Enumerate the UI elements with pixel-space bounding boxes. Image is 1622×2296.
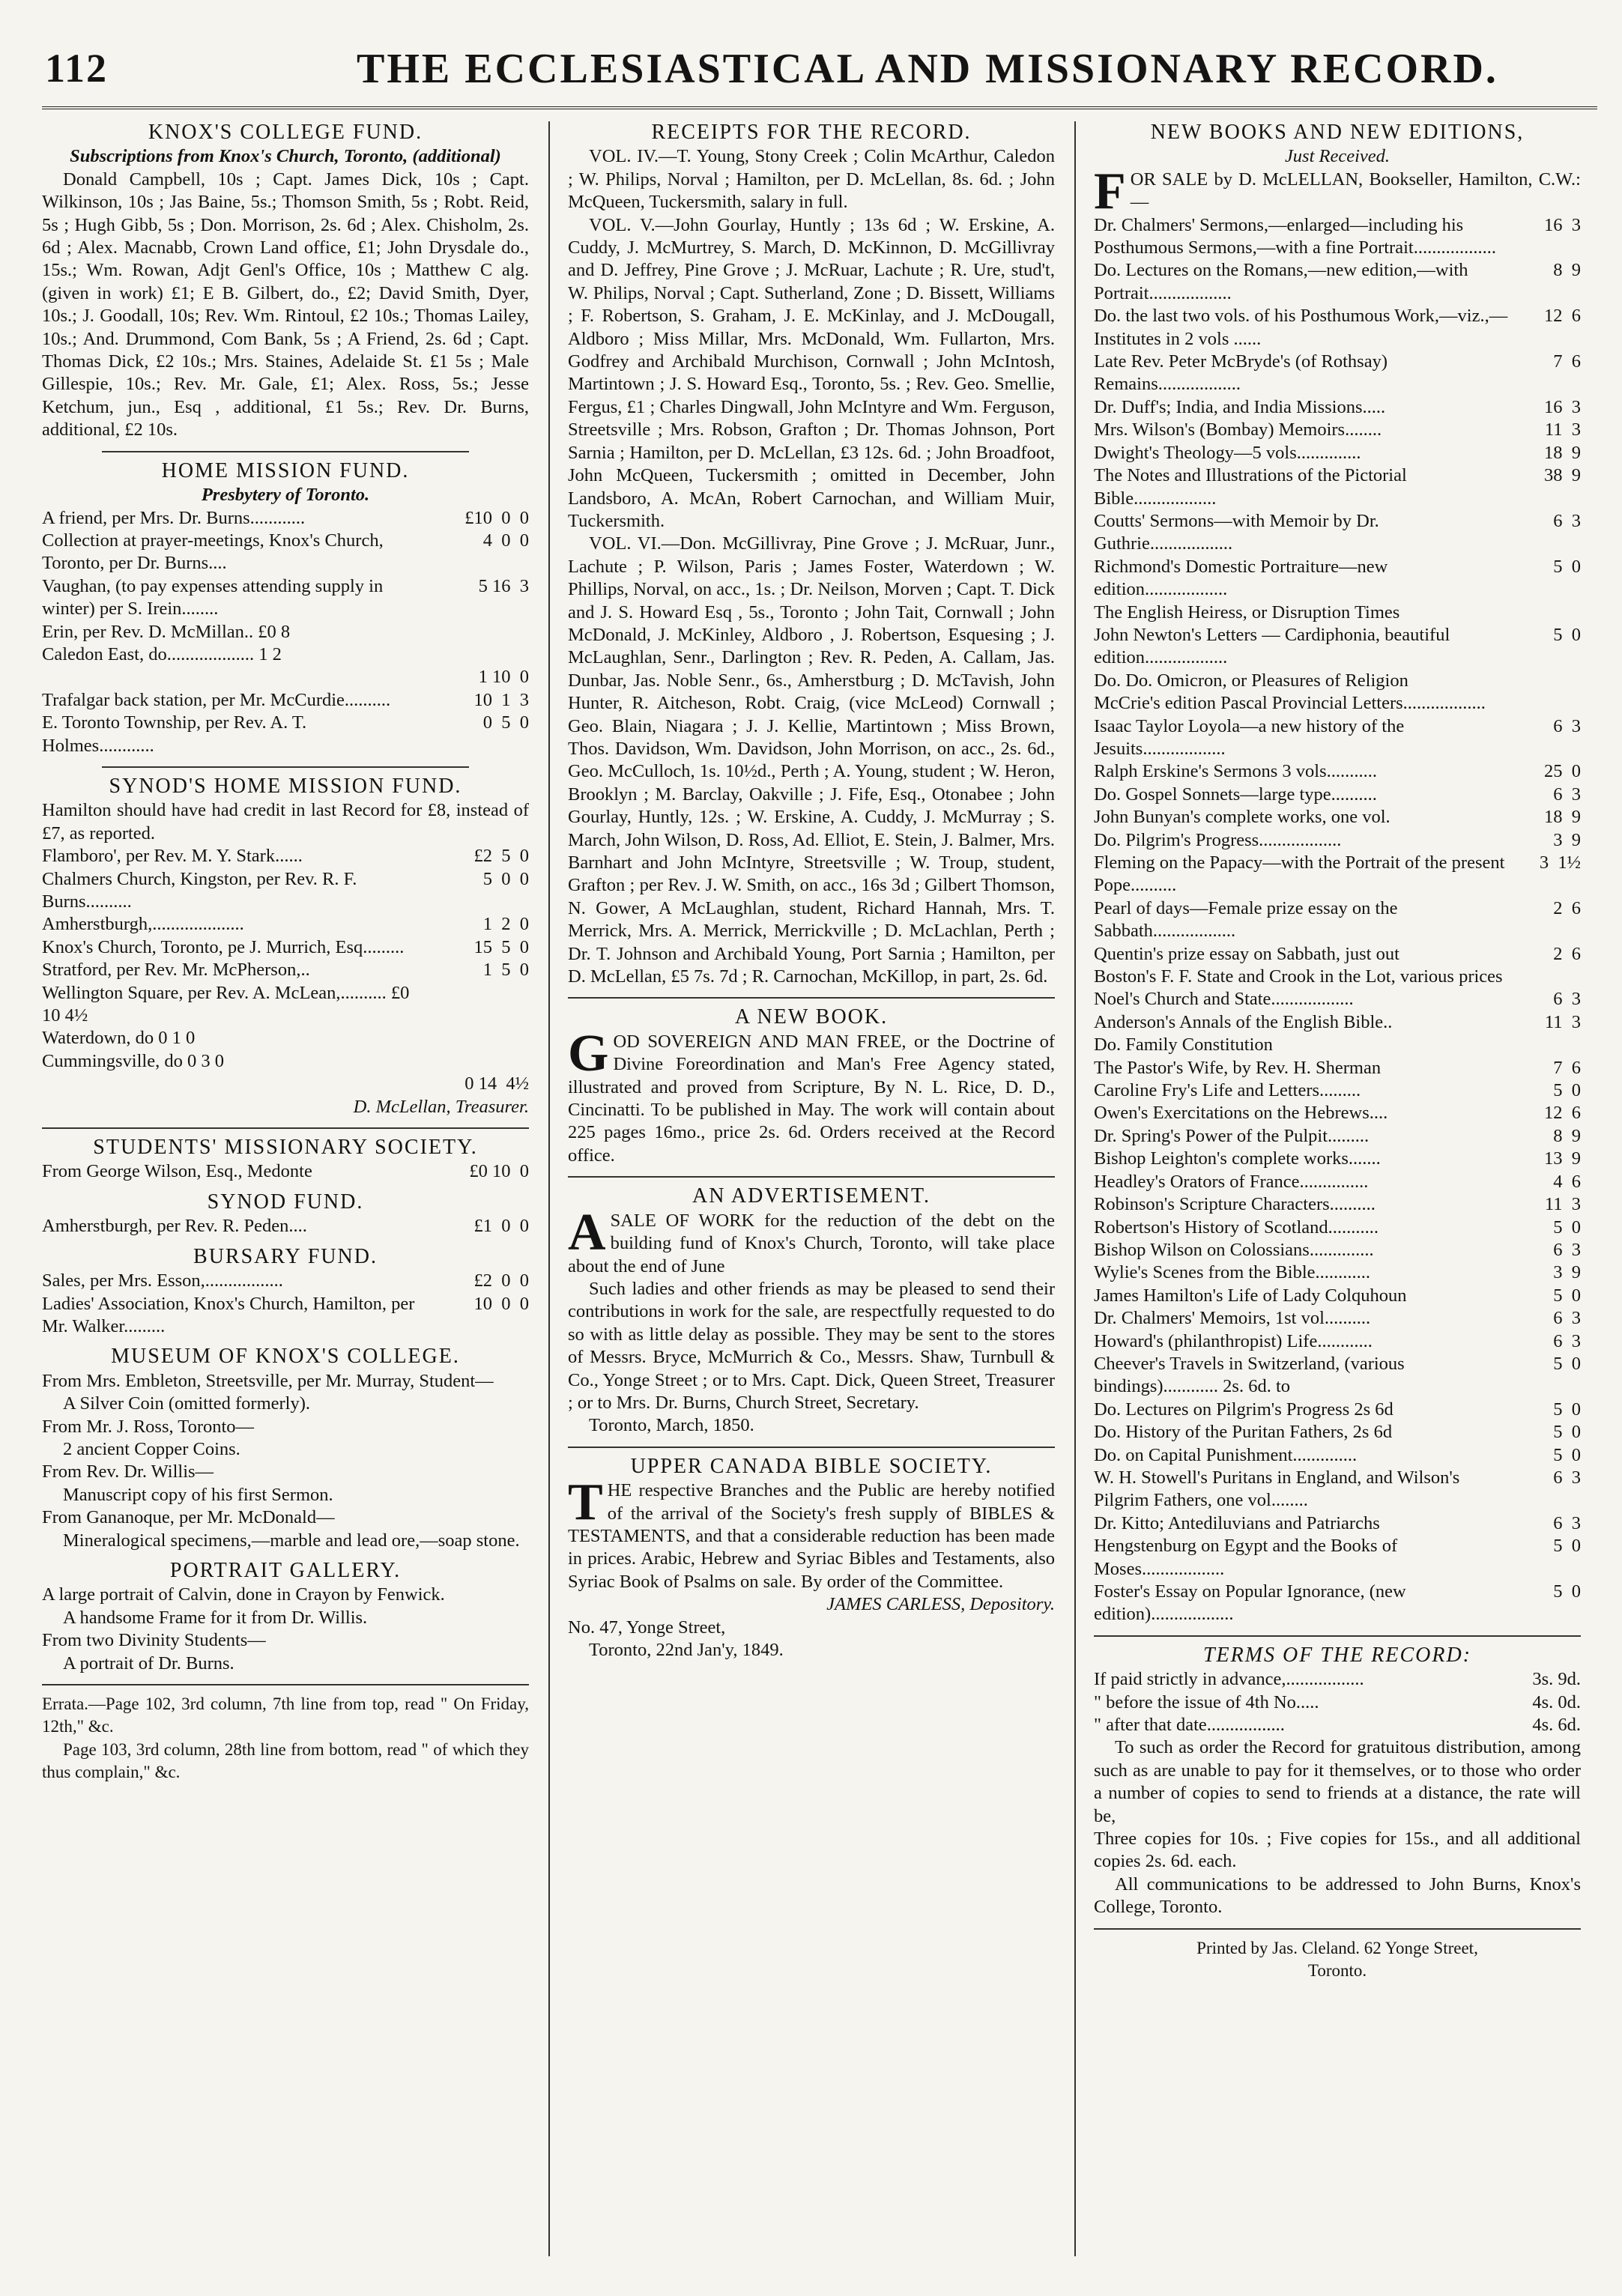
row-label: Wellington Square, per Rev. A. McLean,.......... £0 10 4½ (42, 982, 410, 1026)
row-amount: 11 3 (1544, 1011, 1581, 1032)
ledger-row (1094, 966, 1581, 988)
text-line: From Gananoque, per Mr. McDonald— (42, 1507, 335, 1528)
column-divider-1 (548, 121, 550, 2256)
receipts-vol-v: VOL. V.—John Gourlay, Huntly ; 13s 6d ; W. Erskine, A. Cuddy, J. McMurtrey, S. March, D. McKinnon, D. McGillivray and D. Jeffrey, Pine Grove ; J. McRuar, Lachute ; R. Ure, stud't, W. Philips, Norval ; Capt. Sutherland, Zone ; D. Bissett, Williams ; F. Robertson, S. Graham, J. E. McKinlay, and J. McDougall, Aldboro ; Miss Millar, Mrs. McDonald, Wm. Fullarton, Mrs. Godfrey and Archibald Murchison, Cornwall ; John McIntosh, Martintown ; J. S. Howard Esq., Toronto, 5s. ; Rev. Geo. Smellie, Fergus, £1 ; Charles Dingwall, John McIntyre and Wm. Ferguson, Streetsville ; Mrs. Robson, Grafton ; Dr. Thomas Johnson, Port Sarnia ; Hamilton, per D. McLellan, £3 12s. 6d. ; John Broadfoot, John McQueen, Tuckersmith ; omitted in December, John Landsboro, A. McAn, Robert Carnochan, and William Muir, Tuckersmith. (568, 214, 1055, 531)
row-label: Sales, per Mrs. Esson,................. (42, 1270, 283, 1291)
row-label: Erin, per Rev. D. McMillan.. £0 8 (42, 621, 291, 642)
portrait-lines (42, 1584, 529, 1675)
row-amount: 5 0 (1553, 1217, 1581, 1238)
row-amount: 16 3 (1544, 214, 1581, 235)
row-label: Cheever's Travels in Switzerland, (various bindings)............ 2s. 6d. to (1094, 1353, 1405, 1397)
section-divider (102, 766, 469, 768)
ledger-row (1094, 1171, 1581, 1193)
row-amount: 5 16 3 (478, 575, 529, 596)
ledger-row (42, 1270, 529, 1292)
ledger-row (1094, 510, 1581, 556)
new-book-title: A NEW BOOK. (734, 1005, 889, 1029)
terms-para-3: All communications to be addressed to John Burns, Knox's College, Toronto. (1094, 1874, 1581, 1918)
row-label: Robertson's History of Scotland........... (1094, 1217, 1379, 1238)
ledger-row (1094, 1057, 1581, 1079)
ledger-row (1094, 1102, 1581, 1124)
text-line: A large portrait of Calvin, done in Crayon by Fenwick. (42, 1584, 445, 1605)
ledger-row (1094, 1193, 1581, 1216)
row-label: Do. Lectures on the Romans,—new edition,—with Portrait.................. (1094, 260, 1468, 303)
new-books-title: NEW BOOKS AND NEW EDITIONS, (1150, 121, 1525, 144)
row-amount: 1 10 0 (478, 667, 529, 688)
row-label: Ladies' Association, Knox's Church, Hamilton, per Mr. Walker......... (42, 1293, 415, 1336)
row-amount: 12 6 (1544, 1103, 1581, 1124)
row-label: Hengstenburg on Egypt and the Books of Moses.................. (1094, 1536, 1398, 1579)
terms-para-1: To such as order the Record for gratuitous distribution, among such as are unable to pay for it themselves, or to those who order a number of copies to send to friends at a distance, the rate will be, (1094, 1737, 1581, 1826)
synod-fund-title: SYNOD FUND. (207, 1190, 364, 1214)
ledger-row (42, 936, 529, 959)
students-title: STUDENTS' MISSIONARY SOCIETY. (93, 1136, 478, 1160)
text-line: Errata.—Page 102, 3rd column, 7th line from top, read " On Friday, 12th," &c. (42, 1694, 529, 1736)
row-amount: 18 9 (1544, 807, 1581, 828)
ledger-row (1094, 1668, 1581, 1691)
column-left (42, 121, 529, 2264)
row-amount: 6 3 (1553, 1512, 1581, 1533)
portrait-title: PORTRAIT GALLERY. (169, 1558, 402, 1582)
row-amount: £10 0 0 (464, 507, 529, 528)
row-amount: 5 0 (1553, 1444, 1581, 1465)
ledger-row (1094, 1125, 1581, 1148)
text-line: A Silver Coin (omitted formerly). (63, 1393, 311, 1414)
row-amount: 5 0 (1553, 1399, 1581, 1420)
row-label: Foster's Essay on Popular Ignorance, (new edition).................. (1094, 1581, 1406, 1625)
receipts-vol-vi: VOL. VI.—Don. McGillivray, Pine Grove ; J. McRuar, Junr., Lachute ; P. Wilson, Paris ; James Foster, Waterdown ; W. Phillips, Norval, on acc., 1s. ; Dr. Neilson, Morven ; Capt. T. Dick and J. S. Howard Esq , 5s., Toronto ; John Tait, Cornwall ; John McDonald, J. McKinley, Aldboro , J. Robertson, Esquesing ; J. McLaughlan, Senr., Darlington ; Rev. R. Peden, A. Callam, Jas. Dunbar, Jas. Noble Senr., 6s., Amherstburg ; D. McTavish, John Hunter, R. Aitcheson, Robt. Craig, (vice McLeod) Cornwall ; Geo. Blain, Niagara ; J. J. Kellie, Martintown ; Miss Brown, Thos. Davidson, Wm. Davidson, John Morrison, on acc., 2s. 6d., Geo. McCulloch, 1s. 10½d., Perth ; A. Young, student ; W. Heron, Brooklyn ; M. Barclay, Oakville ; J. Fife, Esq., Otonabee ; John Gourlay, Huntly, 12s. ; W. Erskine, A. Cuddy, J. McMurray ; S. March, John Wilson, D. Ross, Ad. Elliot, E. Stein, J. Balmer, Mrs. Barnhart and John McIntyre, Streetsville ; W. Troup, student, Grafton ; per Rev. J. W. Smith, on acc., 16s 3d ; Gilbert Thomson, N. Gower, A McLaughlan, student, Richard Hannah, Mrs. T. Merrick, Mrs. A. Merrick, Merrickville ; D. McLachlan, Perth ; Dr. T. Johnson and Archibald Young, Port Sarnia ; Hamilton, per D. McLellan, £5 7s. 7d ; R. Carnochan, McKillop, in part, 2s. 6d. (568, 533, 1055, 987)
text-line: 2 ancient Copper Coins. (63, 1438, 240, 1459)
synod-home-title: SYNOD'S HOME MISSION FUND. (109, 774, 462, 798)
ledger-row (42, 959, 529, 981)
row-label: W. H. Stowell's Puritans in England, and Wilson's Pilgrim Fathers, one vol........ (1094, 1467, 1460, 1511)
row-label: Knox's Church, Toronto, pe J. Murrich, Esq......... (42, 936, 405, 957)
ledger-row (1094, 1467, 1581, 1512)
ledger-row (1094, 1261, 1581, 1284)
row-amount: 6 3 (1553, 989, 1581, 1010)
row-amount: 7 6 (1553, 1057, 1581, 1078)
text-line: From Mrs. Embleton, Streetsville, per Mr. Murray, Student— (42, 1370, 494, 1391)
row-label: Do. Pilgrim's Progress.................. (1094, 829, 1342, 850)
ledger-row (42, 1027, 529, 1049)
row-label: John Bunyan's complete works, one vol. (1094, 807, 1390, 828)
row-amount: 5 0 (1553, 1422, 1581, 1443)
new-books-intro (1094, 162, 1581, 220)
row-amount: 4 0 0 (482, 530, 529, 551)
ledger-row (1094, 305, 1581, 351)
ledger-row (1094, 1148, 1581, 1170)
ledger-row (1094, 1691, 1581, 1714)
home-mission-title: HOME MISSION FUND. (161, 458, 410, 482)
receipts-vol-iv: VOL. IV.—T. Young, Stony Creek ; Colin McArthur, Caledon ; W. Philips, Norval ; Hamilton, per D. McLellan, 8s. 6d. ; John McQueen, Tuckersmith, salary in full. (568, 146, 1055, 213)
ledger-row (1094, 556, 1581, 602)
row-amount: 3 1½ (1539, 852, 1581, 873)
row-label: Amherstburgh,.................... (42, 914, 244, 935)
new-book-text: OD SOVEREIGN AND MAN FREE, or the Doctrine of Divine Foreordination and Man's Free Agency stated, illustrated and proved from Scripture, By N. L. Rice, D. D., Cincinatti. To be published in May. The work will contain about 225 pages 16mo., price 2s. 6d. Orders received at the Record office. (568, 1031, 1055, 1166)
row-amount: 5 0 (1553, 556, 1581, 577)
terms-title: TERMS OF THE RECORD: (1202, 1643, 1472, 1667)
row-amount: 3 9 (1553, 829, 1581, 850)
row-amount: 6 3 (1553, 1330, 1581, 1351)
section-divider (1094, 1928, 1581, 1930)
section-divider (42, 1127, 529, 1129)
row-label: McCrie's edition Pascal Provincial Letters.................. (1094, 693, 1486, 714)
row-amount: 8 9 (1553, 260, 1581, 281)
new-book-body (568, 1024, 1055, 1167)
treasurer-signature: D. McLellan, Treasurer. (353, 1096, 529, 1117)
row-label: Do. History of the Puritan Fathers, 2s 6d (1094, 1422, 1393, 1443)
row-amount: 15 5 0 (473, 936, 529, 957)
ledger-row (42, 689, 529, 712)
row-label: Wylie's Scenes from the Bible............ (1094, 1262, 1371, 1283)
row-label: Do. Gospel Sonnets—large type.......... (1094, 784, 1377, 805)
ledger-row (42, 868, 529, 914)
row-label: Bishop Leighton's complete works....... (1094, 1148, 1381, 1169)
row-amount: 4s. 6d. (1532, 1715, 1581, 1736)
row-label: Caledon East, do................... 1 2 (42, 643, 282, 664)
row-label: Robinson's Scripture Characters.......... (1094, 1194, 1376, 1215)
section-divider (42, 1684, 529, 1685)
ledger-row (1094, 396, 1581, 419)
ledger-row (1094, 1330, 1581, 1353)
page-number: 112 (45, 46, 109, 91)
row-amount: 5 0 (1553, 1536, 1581, 1557)
ledger-row (1094, 1034, 1581, 1056)
row-amount: 2 6 (1553, 897, 1581, 918)
ledger-row (1094, 852, 1581, 897)
column-middle (568, 121, 1055, 2264)
row-label: Dr. Chalmers' Memoirs, 1st vol.......... (1094, 1308, 1371, 1329)
row-amount: 5 0 (1553, 1353, 1581, 1374)
row-label: A friend, per Mrs. Dr. Burns............ (42, 507, 306, 528)
text-line: Mineralogical specimens,—marble and lead ore,—soap stone. (63, 1530, 520, 1551)
ledger-row (42, 845, 529, 867)
text-line: From two Divinity Students— (42, 1630, 266, 1651)
ledger-row (1094, 1399, 1581, 1421)
row-amount: 6 3 (1553, 1308, 1581, 1329)
row-amount: 10 1 3 (473, 689, 529, 710)
row-label: Flamboro', per Rev. M. Y. Stark...... (42, 846, 303, 867)
row-label: " before the issue of 4th No..... (1094, 1691, 1319, 1712)
row-label: " after that date................. (1094, 1715, 1285, 1736)
ledger-row (1094, 419, 1581, 441)
row-label: From George Wilson, Esq., Medonte (42, 1161, 312, 1182)
row-amount: 5 0 (1553, 1080, 1581, 1101)
ledger-row (1094, 1581, 1581, 1626)
row-label: Cummingsville, do 0 3 0 (42, 1050, 224, 1071)
row-label: John Newton's Letters — Cardiphonia, beautiful edition.................. (1094, 624, 1450, 668)
ledger-row (1094, 351, 1581, 396)
ledger-row (42, 1293, 529, 1339)
row-label: Mrs. Wilson's (Bombay) Memoirs........ (1094, 419, 1382, 440)
ledger-row (1094, 943, 1581, 966)
ledger-row (42, 1050, 529, 1073)
header-rule (42, 106, 1597, 109)
row-amount: 25 0 (1544, 761, 1581, 782)
ledger-row (42, 712, 529, 757)
ledger-row (42, 507, 529, 530)
ledger-row (1094, 1714, 1581, 1736)
advert-text-2: Such ladies and other friends as may be pleased to send their contributions in work for the sale, are respectfully requested to do so with as little delay as possible. They may be sent to the stores of Messrs. Bryce, McMurrich & Co., Messrs. Shaw, Turnbull & Co., Yonge Street ; or to Mrs. Capt. Dick, Queen Street, Treasurer ; or to Mrs. Dr. Burns, Church Street, Secretary. (568, 1278, 1055, 1413)
dropcap: G (568, 1024, 609, 1082)
ledger-row (1094, 897, 1581, 943)
ledger-row (1094, 1285, 1581, 1307)
ledger-row (1094, 715, 1581, 761)
advert-body (568, 1203, 1055, 1278)
row-label: Stratford, per Rev. Mr. McPherson,.. (42, 960, 310, 981)
row-label: E. Toronto Township, per Rev. A. T. Holmes............ (42, 712, 307, 756)
ledger-row (1094, 1444, 1581, 1467)
new-books-intro-text: OR SALE by D. McLELLAN, Bookseller, Hamilton, C.W.:— (1130, 169, 1581, 213)
row-label: Late Rev. Peter McBryde's (of Rothsay) Remains.................. (1094, 351, 1388, 395)
terms-rows (1094, 1668, 1581, 1736)
ledger-row (1094, 806, 1581, 829)
row-label: Collection at prayer-meetings, Knox's Church, Toronto, per Dr. Burns.... (42, 530, 384, 574)
book-list (1094, 214, 1581, 1626)
ledger-row (1094, 214, 1581, 260)
advert-title: AN ADVERTISEMENT. (692, 1184, 930, 1208)
row-amount: 3s. 9d. (1532, 1669, 1581, 1690)
ledger-row (42, 913, 529, 936)
ledger-row (1094, 760, 1581, 783)
bible-society-title: UPPER CANADA BIBLE SOCIETY. (630, 1454, 993, 1478)
row-label: Waterdown, do 0 1 0 (42, 1028, 196, 1049)
row-label: Dr. Chalmers' Sermons,—enlarged—including his Posthumous Sermons,—with a fine Portrait.................. (1094, 214, 1496, 258)
row-label: Do. Lectures on Pilgrim's Progress 2s 6d (1094, 1399, 1393, 1420)
advert-dateline: Toronto, March, 1850. (589, 1415, 754, 1436)
row-amount: 38 9 (1544, 465, 1581, 486)
row-label: Amherstburgh, per Rev. R. Peden.... (42, 1216, 307, 1237)
row-label: The Notes and Illustrations of the Pictorial Bible.................. (1094, 465, 1407, 509)
row-label: Noel's Church and State.................. (1094, 989, 1354, 1010)
ledger-row (1094, 1421, 1581, 1444)
row-amount: 5 0 (1553, 1285, 1581, 1306)
row-label: Dr. Kitto; Antediluvians and Patriarchs (1094, 1512, 1380, 1533)
ledger-row (1094, 829, 1581, 852)
dropcap: T (568, 1473, 603, 1532)
text-line: Manuscript copy of his first Sermon. (63, 1484, 333, 1505)
section-divider (1094, 1635, 1581, 1637)
section-divider (568, 1447, 1055, 1448)
ledger-row (1094, 692, 1581, 715)
row-label: Anderson's Annals of the English Bible.. (1094, 1011, 1393, 1032)
row-label: Quentin's prize essay on Sabbath, just out (1094, 943, 1399, 964)
dropcap: F (1094, 162, 1126, 220)
row-label: Dr. Duff's; India, and India Missions..... (1094, 396, 1386, 417)
row-amount: 11 3 (1544, 419, 1581, 440)
students-row (42, 1160, 529, 1183)
errata-lines (42, 1693, 529, 1784)
row-amount: 13 9 (1544, 1148, 1581, 1169)
row-amount: 1 2 0 (482, 914, 529, 935)
row-label: Howard's (philanthropist) Life............ (1094, 1330, 1373, 1351)
section-divider (568, 997, 1055, 999)
text-line: Page 103, 3rd column, 28th line from bottom, read " of which they thus complain," &c. (42, 1739, 529, 1782)
ledger-row (1094, 1535, 1581, 1581)
ledger-row (1094, 624, 1581, 670)
section-divider (102, 451, 469, 452)
ledger-row (1094, 1217, 1581, 1239)
terms-para-2: Three copies for 10s. ; Five copies for 15s., and all additional copies 2s. 6d. each. (1094, 1829, 1581, 1872)
ledger-row (1094, 670, 1581, 692)
row-amount: 7 6 (1553, 351, 1581, 372)
ledger-row (42, 530, 529, 575)
ledger-row (42, 1073, 529, 1095)
row-amount: 6 3 (1553, 784, 1581, 805)
row-label: The Pastor's Wife, by Rev. H. Sherman (1094, 1057, 1382, 1078)
ledger-row (1094, 259, 1581, 305)
row-label: Richmond's Domestic Portraiture—new edition.................. (1094, 556, 1388, 600)
ledger-row (1094, 1353, 1581, 1399)
row-amount: 0 14 4½ (464, 1073, 529, 1094)
row-label: Dwight's Theology—5 vols.............. (1094, 442, 1361, 463)
row-amount: 6 3 (1553, 715, 1581, 736)
row-label: Trafalgar back station, per Mr. McCurdie.......... (42, 689, 391, 710)
row-amount: 18 9 (1544, 442, 1581, 463)
new-books-subtitle: Just Received. (1284, 146, 1390, 167)
row-amount: 1 5 0 (482, 960, 529, 981)
row-label: Do. on Capital Punishment.............. (1094, 1444, 1358, 1465)
printer-line-1: Printed by Jas. Cleland. 62 Yonge Street, (1196, 1938, 1478, 1957)
row-label: Do. Do. Omicron, or Pleasures of Religion (1094, 670, 1408, 691)
row-amount: 8 9 (1553, 1125, 1581, 1146)
ledger-row (1094, 1239, 1581, 1261)
row-amount: £0 10 0 (469, 1161, 529, 1182)
row-amount: 12 6 (1544, 306, 1581, 327)
row-label: The English Heiress, or Disruption Times (1094, 602, 1400, 623)
row-amount: 0 5 0 (482, 712, 529, 733)
row-amount: 6 3 (1553, 510, 1581, 531)
text-line: From Rev. Dr. Willis— (42, 1461, 214, 1482)
knox-fund-body: Donald Campbell, 10s ; Capt. James Dick, 10s ; Capt. Wilkinson, 10s ; Jas Baine, 5s.; Thomson Smith, 5s ; Robt. Reid, 5s ; Hugh Gibb, 5s ; Don. Morrison, 2s. 6d ; Alex. Chisholm, 2s. 6d ; Alex. Macnabb, Crown Land office, £1; John Drysdale do., 15s.; Wm. Rowan, Adjt Genl's Office, 10s ; Matthew C alg. (given in work) £1; E B. Gilbert, do., £2; David Smith, Dyer, 10s.; J. Goodall, 10s; Rev. Wm. Rintoul, £2 10s.; Thomas Lailey, 10s.; And. Drummond, Com Bank, 5s ; A Friend, 2s. 6d ; Capt. Thomas Dick, £2 10s.; Mrs. Staines, Adelaide St. £1 5s ; Male Gillespie, 10s.; Rev. Mr. Gale, £1; Alex. Ross, 5s.; Jesse Ketchum, jun., Esq , additional, £1 5s.; Rev. Dr. Burns, additional, £2 10s. (42, 169, 529, 440)
synod-home-note: Hamilton should have had credit in last Record for £8, instead of £7, as reported. (42, 800, 529, 843)
row-label: Dr. Spring's Power of the Pulpit......... (1094, 1125, 1370, 1146)
row-label: Do. the last two vols. of his Posthumous Work,—viz.,—Institutes in 2 vols ...... (1094, 306, 1508, 349)
ledger-row (42, 666, 529, 688)
bursary-rows (42, 1270, 529, 1338)
row-amount: 5 0 0 (482, 868, 529, 889)
bursary-title: BURSARY FUND. (193, 1244, 378, 1268)
section-divider (568, 1176, 1055, 1178)
row-label: Boston's F. F. State and Crook in the Lot, various prices (1094, 966, 1503, 987)
row-label: Caroline Fry's Life and Letters......... (1094, 1080, 1361, 1101)
row-amount: 11 3 (1544, 1194, 1581, 1215)
newspaper-page (42, 39, 1597, 2271)
receipts-title: RECEIPTS FOR THE RECORD. (651, 121, 972, 144)
ledger-row (42, 643, 529, 666)
bible-society-signer: JAMES CARLESS, Depository. (826, 1594, 1055, 1615)
row-amount: 10 0 0 (473, 1293, 529, 1314)
row-label: Pearl of days—Female prize essay on the Sabbath.................. (1094, 897, 1398, 942)
ledger-row (42, 982, 529, 1028)
ledger-row (1094, 1307, 1581, 1330)
ledger-row (1094, 464, 1581, 510)
text-line: A handsome Frame for it from Dr. Willis. (63, 1607, 368, 1628)
running-title: THE ECCLESIASTICAL AND MISSIONARY RECORD. (357, 46, 1498, 92)
row-label: James Hamilton's Life of Lady Colquhoun (1094, 1285, 1407, 1306)
row-label: If paid strictly in advance,................. (1094, 1669, 1364, 1690)
advert-text: SALE OF WORK for the reduction of the debt on the building fund of Knox's Church, Toronto, will take place about the end of June (568, 1210, 1055, 1276)
text-line: A portrait of Dr. Burns. (63, 1653, 234, 1673)
row-amount: 4s. 0d. (1532, 1691, 1581, 1712)
row-label: Chalmers Church, Kingston, per Rev. R. F. Burns.......... (42, 868, 357, 912)
row-label: Bishop Wilson on Colossians.............. (1094, 1239, 1374, 1260)
row-amount: 6 3 (1553, 1467, 1581, 1488)
home-mission-rows (42, 507, 529, 757)
ledger-row (1094, 1079, 1581, 1102)
ledger-row (42, 621, 529, 643)
knox-fund-title: KNOX'S COLLEGE FUND. (148, 121, 423, 144)
row-label: Vaughan, (to pay expenses attending supply in winter) per S. Irein........ (42, 575, 384, 620)
row-amount: 4 6 (1553, 1171, 1581, 1192)
bible-society-body (568, 1473, 1055, 1593)
row-amount: 5 0 (1553, 624, 1581, 645)
row-label: Isaac Taylor Loyola—a new history of the Jesuits.................. (1094, 715, 1405, 759)
row-amount: 2 6 (1553, 943, 1581, 964)
row-amount: 5 0 (1553, 1581, 1581, 1602)
row-label: Do. Family Constitution (1094, 1035, 1273, 1055)
row-amount: 3 9 (1553, 1262, 1581, 1283)
page-header (42, 39, 1597, 99)
synod-fund-row (42, 1215, 529, 1238)
bible-society-text: HE respective Branches and the Public are hereby notified of the arrival of the Society's fresh supply of BIBLES & TESTAMENTS, and that a considerable reduction has been made in prices. Arabic, Hebrew and Syriac Bibles and Testaments, also Syriac Book of Psalms on sale. By order of the Committee. (568, 1480, 1055, 1592)
dropcap: A (568, 1203, 606, 1261)
ledger-row (1094, 1512, 1581, 1535)
bible-society-address-2: Toronto, 22nd Jan'y, 1849. (589, 1640, 784, 1660)
row-amount: £2 5 0 (473, 846, 529, 867)
museum-title: MUSEUM OF KNOX'S COLLEGE. (111, 1345, 460, 1369)
printer-line-2: Toronto. (1307, 1961, 1367, 1981)
row-label: Fleming on the Papacy—with the Portrait of the present Pope.......... (1094, 852, 1505, 896)
row-label: Ralph Erskine's Sermons 3 vols........... (1094, 761, 1378, 782)
ledger-row (1094, 442, 1581, 464)
ledger-row (42, 575, 529, 621)
row-amount: £1 0 0 (473, 1216, 529, 1237)
row-amount: 6 3 (1553, 1239, 1581, 1260)
column-divider-2 (1074, 121, 1076, 2256)
row-label: Owen's Exercitations on the Hebrews.... (1094, 1103, 1388, 1124)
ledger-row (1094, 1011, 1581, 1034)
home-mission-subtitle: Presbytery of Toronto. (201, 485, 370, 506)
knox-fund-subtitle: Subscriptions from Knox's Church, Toronto, (additional) (70, 146, 501, 167)
synod-home-rows (42, 845, 529, 1095)
row-amount: £2 0 0 (473, 1270, 529, 1291)
row-label: Headley's Orators of France............... (1094, 1171, 1369, 1192)
ledger-row (1094, 602, 1581, 624)
column-right (1094, 121, 1581, 2264)
bible-society-address-1: No. 47, Yonge Street, (568, 1617, 726, 1638)
museum-lines (42, 1370, 529, 1552)
row-label: Coutts' Sermons—with Memoir by Dr. Guthrie.................. (1094, 510, 1379, 554)
text-line: From Mr. J. Ross, Toronto— (42, 1416, 255, 1437)
ledger-row (1094, 784, 1581, 806)
ledger-row (1094, 988, 1581, 1011)
row-amount: 16 3 (1544, 396, 1581, 417)
